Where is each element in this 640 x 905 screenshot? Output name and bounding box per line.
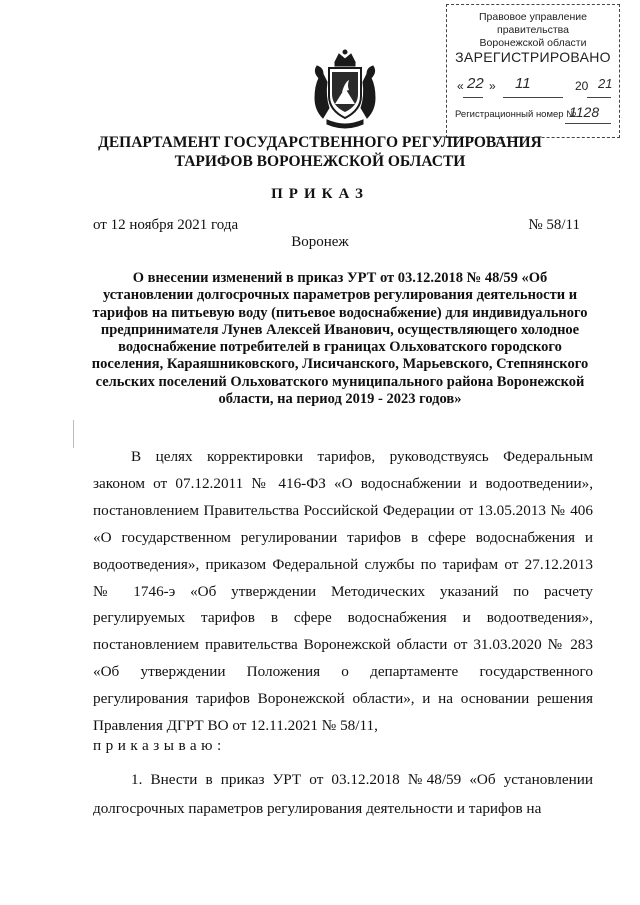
stamp-day-line [463, 97, 483, 98]
stamp-date [457, 75, 613, 99]
stamp-day: 22 [467, 75, 484, 92]
preamble-text: В целях корректировки тарифов, руководствуясь Федеральным законом от 07.12.2011 № 416-ФЗ «О водоснабжении и водоотведении», постановлением Правительства Российской Федерации от 13.05.2013 № 406 «О государственном регулировании тарифов в сфере водоснабжения и водоотведения», приказом Федеральной службы по тарифам от 27.12.2013 № 1746-э «Об утверждении Методических указаний по расчету регулируемых тарифов в сфере водоснабжения и водоотведения», постановлением правительства Воронежской области от 31.03.2020 № 283 «Об утверждении Положения о департаменте государственного регулирования тарифов Воронежской области», и на основании решения Правления ДГРТ ВО от 12.11.2021 № 58/11, [93, 448, 593, 735]
stamp-registered-label: ЗАРЕГИСТРИРОВАНО [455, 49, 611, 65]
orders-word: приказываю: [93, 737, 226, 754]
stamp-org-line1: Правовое управление правительства [478, 11, 587, 36]
city: Воронеж [291, 234, 349, 250]
stamp-year-prefix: 20 [575, 79, 589, 93]
department-line-2: ТАРИФОВ ВОРОНЕЖСКОЙ ОБЛАСТИ [174, 153, 466, 170]
stamp-year-line [587, 97, 611, 98]
department-name [60, 133, 580, 171]
order-number: № 58/11 [528, 217, 580, 233]
order-date: от 12 ноября 2021 года [93, 217, 239, 233]
stamp-quote-close: » [489, 79, 496, 93]
order-heading: ПРИКАЗ [271, 186, 369, 202]
coat-of-arms-icon [309, 48, 381, 132]
stamp-reg-number-label: Регистрационный номер № [455, 109, 577, 120]
order-item-1-text: 1. Внести в приказ УРТ от 03.12.2018 №48/59 «Об установлении долгосрочных параметров регулирования деятельности и тарифов на [93, 771, 593, 817]
margin-mark [73, 420, 74, 448]
stamp-organization [447, 11, 619, 50]
order-title: О внесении изменений в приказ УРТ от 03.12.2018 № 48/59 «Об установлении долгосрочных параметров регулирования деятельности и тарифов на питьевую воду (питьевое водоснабжение) для индивидуального предпринимателя Лунев Алексей Иванович, осуществляющего холодное водоснабжение потребителей в границах Ольховатского городского поселения, Караяшниковского, Лисичанского, Марьевского, Степнянского сельских поселений Ольховатского муниципального района Воронежской области, на период 2019 - 2023 годов» [91, 270, 589, 408]
stamp-month-line [503, 97, 563, 98]
stamp-quote-open: « [457, 79, 464, 93]
preamble-paragraph [93, 444, 593, 740]
registration-stamp [446, 4, 620, 138]
stamp-year-handwritten: 21 [598, 76, 613, 91]
stamp-number-line [565, 123, 611, 124]
order-item-1 [93, 765, 593, 823]
stamp-month: 11 [515, 75, 531, 92]
stamp-org-line2: Воронежской области [479, 37, 587, 49]
stamp-reg-number: 1128 [569, 104, 600, 120]
department-line-1: ДЕПАРТАМЕНТ ГОСУДАРСТВЕННОГО РЕГУЛИРОВАНИЯ [98, 134, 542, 151]
